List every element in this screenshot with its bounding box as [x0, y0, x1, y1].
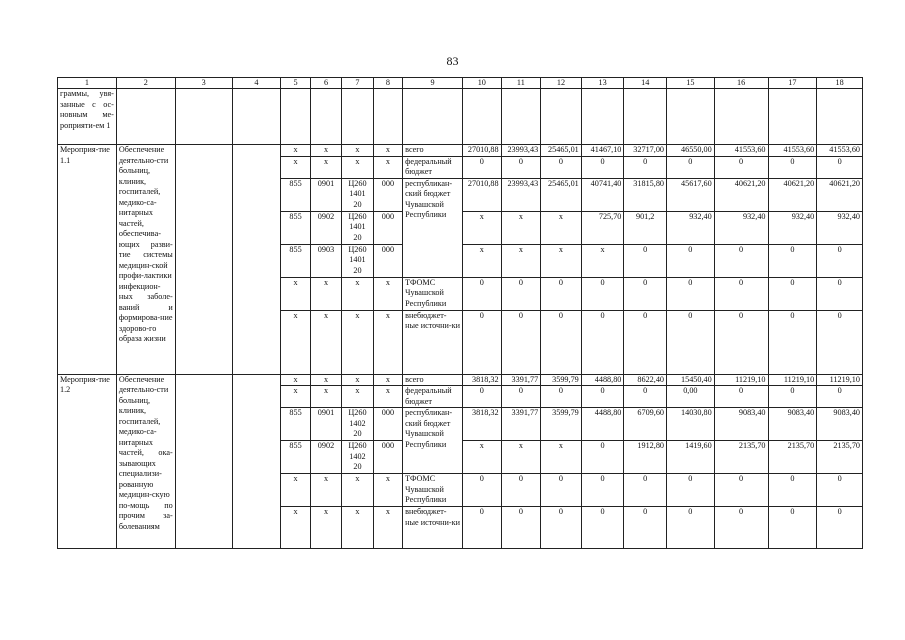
table-cell: 3391,77 [501, 408, 541, 441]
empty-cell [463, 89, 502, 145]
table-cell: 0 [463, 507, 502, 549]
table-cell: 0 [581, 441, 624, 474]
col-header: 10 [463, 78, 502, 89]
table-cell: 0 [501, 156, 541, 178]
table-cell: х [342, 310, 373, 374]
table-cell: 0 [714, 474, 768, 507]
table-cell: х [281, 374, 310, 386]
col-header: 16 [714, 78, 768, 89]
empty-cell [714, 89, 768, 145]
table-cell: Ц260 1402 20 [342, 441, 373, 474]
table-cell: х [373, 145, 402, 157]
table-cell: 000 [373, 244, 402, 277]
table-cell: х [310, 474, 341, 507]
table-cell: 3599,79 [541, 374, 582, 386]
table-cell: 0 [714, 277, 768, 310]
table-row [58, 145, 863, 157]
table-cell: 23993,43 [501, 178, 541, 211]
table-cell: 41553,60 [714, 145, 768, 157]
table-cell: 0902 [310, 441, 341, 474]
empty-cell [281, 89, 310, 145]
table-cell: х [281, 474, 310, 507]
event-description: Обеспечение деятельно-сти больниц, клиник, госпиталей, медико-са-нитарных частей, обеспечива-ющих разви-тие системы медицин-ской профи-лактики инфекцион-ных заболе-ваний и формирова-ние здорово-го образа жизни [116, 145, 175, 375]
table-cell: х [463, 441, 502, 474]
table-cell: х [342, 374, 373, 386]
empty-cell [501, 89, 541, 145]
table-cell: 8622,40 [624, 374, 667, 386]
table-cell: 932,40 [667, 211, 715, 244]
table-cell: 000 [373, 441, 402, 474]
table-cell: 0 [541, 310, 582, 374]
table-cell: 0 [714, 507, 768, 549]
header-row [58, 78, 863, 89]
table-cell: 0 [541, 277, 582, 310]
table-cell: х [463, 211, 502, 244]
table-cell: х [463, 244, 502, 277]
event-name: Мероприя-тие 1.1 [58, 145, 117, 375]
col-header: 11 [501, 78, 541, 89]
table-cell: Ц260 1401 20 [342, 178, 373, 211]
table-cell: 32717,00 [624, 145, 667, 157]
table-cell: 0 [768, 474, 817, 507]
table-cell: 14030,80 [667, 408, 715, 441]
table-cell: 0 [768, 244, 817, 277]
table-cell: х [281, 145, 310, 157]
table-cell: 0 [667, 156, 715, 178]
table-cell: 0 [541, 474, 582, 507]
table-cell: 0 [624, 386, 667, 408]
table-cell: 855 [281, 441, 310, 474]
funding-source: ТФОМС Чувашской Республики [403, 277, 463, 310]
table-cell: 000 [373, 408, 402, 441]
table-cell: 6709,60 [624, 408, 667, 441]
table-cell: х [373, 474, 402, 507]
funding-source: республикан-ский бюджет Чувашской Республики [403, 408, 463, 474]
table-cell: 0 [501, 474, 541, 507]
empty-cell [373, 89, 402, 145]
table-cell: 0 [581, 507, 624, 549]
table-cell: х [342, 507, 373, 549]
table-cell: х [310, 310, 341, 374]
table-cell: 855 [281, 178, 310, 211]
table-cell: Ц260 1401 20 [342, 244, 373, 277]
table-cell: 0 [463, 474, 502, 507]
table-cell: х [501, 211, 541, 244]
table-cell: х [310, 507, 341, 549]
table-cell: 4488,80 [581, 374, 624, 386]
table-cell: 0 [768, 156, 817, 178]
table-cell: х [342, 156, 373, 178]
table-cell: 0902 [310, 211, 341, 244]
empty-cell [667, 89, 715, 145]
col-header: 5 [281, 78, 310, 89]
table-cell: 27010,88 [463, 178, 502, 211]
table-cell: 2135,70 [768, 441, 817, 474]
table-cell: 901,2 [624, 211, 667, 244]
col-header: 4 [232, 78, 281, 89]
table-cell: 0 [714, 244, 768, 277]
empty-cell [232, 374, 281, 549]
empty-cell [403, 89, 463, 145]
table-cell: 855 [281, 211, 310, 244]
table-cell: 0 [768, 277, 817, 310]
table-cell: 0 [463, 310, 502, 374]
table-cell: 23993,43 [501, 145, 541, 157]
table-cell: Ц260 1401 20 [342, 211, 373, 244]
table-cell: 0 [817, 474, 863, 507]
table-cell: 3599,79 [541, 408, 582, 441]
table-cell: Ц260 1402 20 [342, 408, 373, 441]
table-cell: 0 [541, 507, 582, 549]
table-cell: 0 [501, 507, 541, 549]
table-cell: 0 [667, 277, 715, 310]
table-cell: х [281, 507, 310, 549]
table-cell: х [310, 386, 341, 408]
event-name: Мероприя-тие 1.2 [58, 374, 117, 549]
funding-source: федеральный бюджет [403, 386, 463, 408]
funding-source: внебюджет-ные источни-ки [403, 310, 463, 374]
table-cell: х [310, 145, 341, 157]
funding-source: ТФОМС Чувашской Республики [403, 474, 463, 507]
table-cell: 0 [714, 386, 768, 408]
table-cell: 0 [667, 507, 715, 549]
intro-cell: граммы, увя-занные с ос-новным ме-роприяти-ем 1 [58, 89, 117, 145]
col-header: 8 [373, 78, 402, 89]
table-cell: х [541, 441, 582, 474]
table-cell: 0 [581, 156, 624, 178]
table-cell: х [310, 277, 341, 310]
table-cell: 1912,80 [624, 441, 667, 474]
table-cell: х [310, 156, 341, 178]
table-cell: 0 [581, 310, 624, 374]
empty-cell [175, 145, 232, 375]
table-cell: 0 [624, 474, 667, 507]
table-cell: 1419,60 [667, 441, 715, 474]
table-cell: 0 [624, 277, 667, 310]
table-cell: 0 [581, 386, 624, 408]
table-cell: 11219,10 [714, 374, 768, 386]
table-cell: 0 [817, 244, 863, 277]
table-cell: 2135,70 [817, 441, 863, 474]
table-cell: х [501, 244, 541, 277]
table-cell: 40621,20 [768, 178, 817, 211]
empty-cell [342, 89, 373, 145]
table-cell: 11219,10 [817, 374, 863, 386]
col-header: 7 [342, 78, 373, 89]
table-cell: 3391,77 [501, 374, 541, 386]
col-header: 9 [403, 78, 463, 89]
table-cell: 4488,80 [581, 408, 624, 441]
empty-cell [624, 89, 667, 145]
empty-cell [817, 89, 863, 145]
empty-cell [175, 89, 232, 145]
table-cell: 40741,40 [581, 178, 624, 211]
col-header: 14 [624, 78, 667, 89]
funding-source: всего [403, 374, 463, 386]
table-cell: 0 [768, 310, 817, 374]
table-cell: 0 [624, 156, 667, 178]
table-cell: 0 [501, 386, 541, 408]
empty-cell [232, 145, 281, 375]
table-cell: 0 [768, 507, 817, 549]
empty-cell [581, 89, 624, 145]
empty-cell [768, 89, 817, 145]
table-cell: 000 [373, 178, 402, 211]
table-cell: х [310, 374, 341, 386]
table-cell: х [281, 277, 310, 310]
table-cell: х [373, 156, 402, 178]
table-cell: 0 [463, 386, 502, 408]
table-cell: 932,40 [714, 211, 768, 244]
table-cell: 46550,00 [667, 145, 715, 157]
table-cell: х [373, 386, 402, 408]
funding-source: внебюджет-ные источни-ки [403, 507, 463, 549]
table-row [58, 374, 863, 386]
table-cell: 0,00 [667, 386, 715, 408]
table-cell: 15450,40 [667, 374, 715, 386]
table-cell: 932,40 [817, 211, 863, 244]
table-cell: х [373, 310, 402, 374]
table-cell: 11219,10 [768, 374, 817, 386]
table-cell: 0 [768, 386, 817, 408]
table-cell: 41467,10 [581, 145, 624, 157]
event-description: Обеспечение деятельно-сти больниц, клиник, госпиталей, медико-са-нитарных частей, ока-зывающих специализи-рованную медицин-скую по-мощь по прочим за-болеваниям [116, 374, 175, 549]
page-number: 83 [446, 54, 459, 68]
table-cell: 0 [817, 507, 863, 549]
col-header: 13 [581, 78, 624, 89]
table-cell: 0 [667, 310, 715, 374]
table-cell: 0 [501, 277, 541, 310]
table-cell: х [373, 277, 402, 310]
table-cell: 0 [817, 310, 863, 374]
table-cell: х [541, 211, 582, 244]
table-cell: 0 [463, 156, 502, 178]
table-cell: 0 [581, 474, 624, 507]
table-cell: 0 [667, 244, 715, 277]
funding-source: всего [403, 145, 463, 157]
table-cell: 2135,70 [714, 441, 768, 474]
table-cell: х [581, 244, 624, 277]
table-cell: 25465,01 [541, 178, 582, 211]
table-cell: 000 [373, 211, 402, 244]
col-header: 2 [116, 78, 175, 89]
table-cell: 0901 [310, 178, 341, 211]
table-cell: 0 [817, 156, 863, 178]
table-row [58, 89, 863, 145]
table-cell: х [281, 156, 310, 178]
table-cell: х [281, 386, 310, 408]
table-cell: х [541, 244, 582, 277]
table-cell: 0 [714, 156, 768, 178]
table-cell: 41553,60 [768, 145, 817, 157]
table-cell: х [281, 310, 310, 374]
table-cell: 3818,32 [463, 408, 502, 441]
table-cell: х [342, 277, 373, 310]
empty-cell [175, 374, 232, 549]
table-cell: 9083,40 [714, 408, 768, 441]
table-cell: 25465,01 [541, 145, 582, 157]
table-cell: 31815,80 [624, 178, 667, 211]
table-cell: х [373, 507, 402, 549]
table-cell: х [501, 441, 541, 474]
table-cell: 0 [714, 310, 768, 374]
table-cell: 0 [817, 277, 863, 310]
budget-table [57, 77, 863, 549]
table-cell: 932,40 [768, 211, 817, 244]
empty-cell [541, 89, 582, 145]
table-cell: 0 [541, 156, 582, 178]
empty-cell [116, 89, 175, 145]
table-cell: 0 [581, 277, 624, 310]
col-header: 12 [541, 78, 582, 89]
col-header: 3 [175, 78, 232, 89]
table-cell: 725,70 [581, 211, 624, 244]
col-header: 18 [817, 78, 863, 89]
table-cell: 855 [281, 408, 310, 441]
col-header: 17 [768, 78, 817, 89]
table-cell: 9083,40 [768, 408, 817, 441]
table-cell: 0 [624, 507, 667, 549]
table-cell: 3818,32 [463, 374, 502, 386]
col-header: 6 [310, 78, 341, 89]
empty-cell [310, 89, 341, 145]
table-cell: 40621,20 [714, 178, 768, 211]
table-cell: х [342, 386, 373, 408]
col-header: 15 [667, 78, 715, 89]
table-cell: х [342, 474, 373, 507]
table-cell: 40621,20 [817, 178, 863, 211]
table-cell: 0 [501, 310, 541, 374]
funding-source: республикан-ский бюджет Чувашской Республики [403, 178, 463, 277]
table-cell: 0 [541, 386, 582, 408]
table-cell: 27010,88 [463, 145, 502, 157]
table-cell: 41553,60 [817, 145, 863, 157]
table-cell: 0901 [310, 408, 341, 441]
table-cell: х [373, 374, 402, 386]
table-cell: 0 [624, 310, 667, 374]
funding-source: федеральный бюджет [403, 156, 463, 178]
table-cell: 0 [817, 386, 863, 408]
col-header: 1 [58, 78, 117, 89]
table-cell: х [342, 145, 373, 157]
table-cell: 0 [667, 474, 715, 507]
table-cell: 45617,60 [667, 178, 715, 211]
table-cell: 0 [463, 277, 502, 310]
table-cell: 0903 [310, 244, 341, 277]
empty-cell [232, 89, 281, 145]
table-cell: 0 [624, 244, 667, 277]
table-cell: 855 [281, 244, 310, 277]
table-cell: 9083,40 [817, 408, 863, 441]
